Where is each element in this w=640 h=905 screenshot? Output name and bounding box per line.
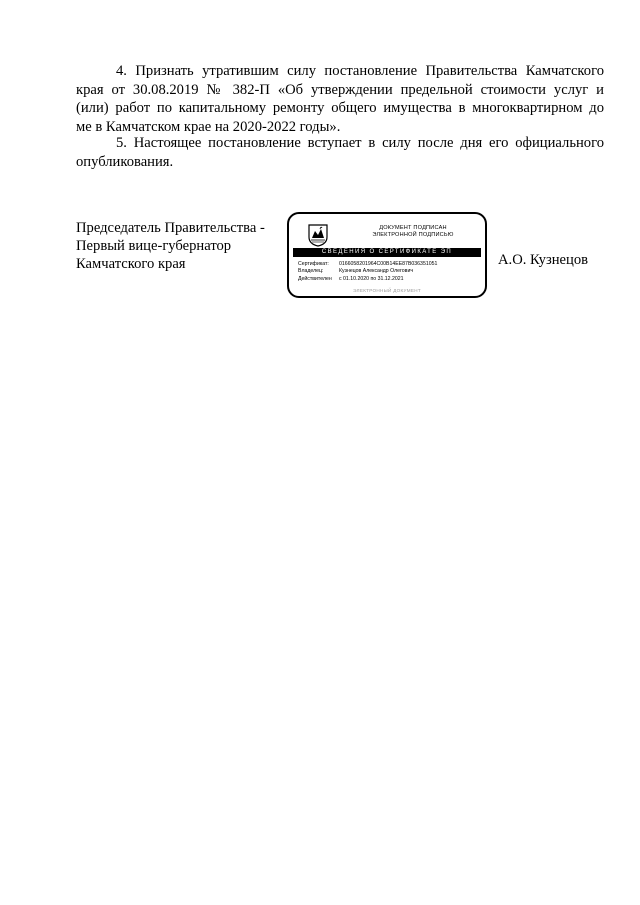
item-4-line-4: ме в Камчатском крае на 2020-2022 годы». (76, 118, 341, 135)
stamp-title (347, 225, 479, 239)
electronic-signature-stamp (287, 212, 487, 298)
paragraph-item-5 (76, 134, 604, 171)
paragraph-item-4 (76, 62, 604, 136)
signatory-position (76, 219, 265, 273)
stamp-row-certificate (298, 261, 437, 268)
cert-label: Сертификат: (298, 261, 329, 267)
item-4-line-3: (или) работ по капитальному ремонту общего имущества в многоквартирном до (76, 100, 604, 116)
signatory-position-line-1: Председатель Правительства - (76, 220, 265, 236)
valid-label: Действителен (298, 275, 332, 282)
item-5-line-2: опубликования. (76, 153, 174, 170)
kamchatka-emblem-icon (307, 223, 329, 247)
stamp-row-validity (298, 276, 437, 283)
item-4-line-2: края от 30.08.2019 № 382-П «Об утверждении предельной стоимости услуг и (76, 81, 604, 98)
stamp-row-owner (298, 268, 437, 275)
signatory-position-line-2: Первый вице-губернатор (76, 238, 232, 254)
owner-value: Кузнецов Александр Олегович (339, 268, 414, 275)
item-5-line-1: 5. Настоящее постановление вступает в силу после дня его официального (116, 135, 604, 151)
stamp-title-line-1: ДОКУМЕНТ ПОДПИСАН (379, 225, 447, 231)
signatory-name: А.О. Кузнецов (498, 252, 589, 268)
stamp-details (298, 261, 437, 283)
stamp-certificate-bar: СВЕДЕНИЯ О СЕРТИФИКАТЕ ЭП (293, 248, 481, 257)
item-4-line-1: 4. Признать утратившим силу постановление Правительства Камчатского (116, 63, 604, 79)
signatory-position-line-3: Камчатского края (76, 256, 186, 272)
valid-value: с 01.10.2020 по 31.12.2021 (339, 275, 404, 282)
cert-value: 0166058201964С00В14ЕЕ87B036351051 (339, 261, 438, 267)
owner-label: Владелец: (298, 268, 324, 275)
stamp-title-line-2: ЭЛЕКТРОННОЙ ПОДПИСЬЮ (372, 232, 454, 238)
stamp-watermark: ЭЛЕКТРОННЫЙ ДОКУМЕНТ (353, 288, 421, 293)
